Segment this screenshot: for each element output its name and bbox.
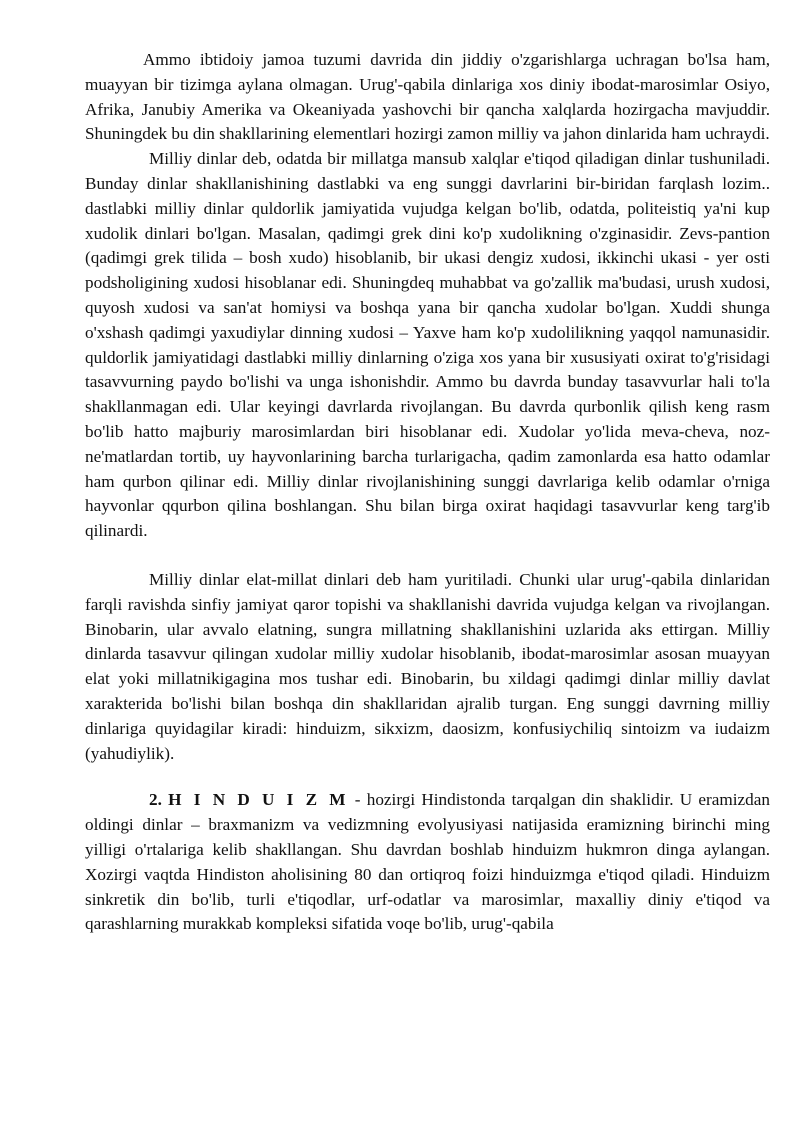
paragraph-1: Ammo ibtidoiy jamoa tuzumi davrida din jiddiy o'zgarishlarga uchragan bo'lsa ham, muayyan bir tizimga aylana olmagan. Urug'-qabila dinlariga xos diniy ibodat-marosimlar Osiyo, Afrika, Janubiy Amerika va Okeaniyada yashovchi bir qancha xalqlarda hozirgacha mavjuddir. Shuningdek bu din shakllarining elementlari hozirgi zamon milliy va jahon dinlarida ham uchraydi. bbox=[85, 50, 770, 144]
paragraph-4 bbox=[85, 788, 770, 937]
paragraph-3: Milliy dinlar elat-millat dinlari deb ham yuritiladi. Chunki ular urug'-qabila dinlaridan farqli ravishda sinfiy jamiyat qaror topishi va shakllanishi davrida vujudga kelgan va rivojlangan. Binobarin, ular avvalo elatning, sungra millatning shakllanishini uzlarida aks ettirgan. Milliy dinlarda tasavvur qilingan xudolar milliy xudolar hisoblanib, ibodat-marosimlar asosan muayyan elat yoki millatnikigagina mos tushar edi. Binobarin, bu xildagi qadimgi dinlar milliy davlat xarakterida bo'lishi bilan boshqa din shakllaridan ajralib turgan. Eng sunggi davrning milliy dinlariga quyidagilar kiradi: hinduizm, sikxizm, daosizm, konfusiychiliq sintoizm va iudaizm (yahudiylik). bbox=[85, 569, 770, 763]
section-number: 2. bbox=[149, 790, 162, 810]
paragraph-4-text: - hozirgi Hindistonda tarqalgan din shaklidir. U eramizdan oldingi dinlar – braxmanizm va vedizmning evolyusiyasi natijasida eramizning birinchi ming yilligi o'rtalariga kelib shakllangan. Shu davrdan boshlab hinduizm hukmron dinga aylangan. Xozirgi vaqtda Hindiston aholisining 80 dan ortiqroq foizi hinduizmga e'tiqod qiladi. Hinduizm sinkretik din bo'lib, turli e'tiqodlar, urf-odatlar va marosimlar, maxalliy diniy e'tiqod va qarashlarning murakkab kompleksi sifatida voqe bo'lib, urug'-qabila bbox=[85, 790, 770, 934]
section-heading: H I N D U I Z M bbox=[168, 790, 349, 810]
paragraph-2: Milliy dinlar deb, odatda bir millatga mansub xalqlar e'tiqod qiladigan dinlar tushuniladi. Bunday dinlar shakllanishining dastlabki va eng sunggi davrlarini bir-biridan farqlash lozim.. dastlabki milliy dinlar quldorlik jamiyatida vujudga kelgan bo'lib, odatda, politeistiq ya'ni kup xudolik dinlari bo'lgan. Masalan, qadimgi grek dini ko'p xudolikning o'zginasidir. Zevs-pantion (qadimgi grek tilida – bosh xudo) hisoblanib, bir ukasi dengiz xudosi, ikkinchi ukasi - yer osti podsholigining xudosi hisoblanar edi. Shuningdeq muhabbat va go'zallik ma'budasi, urush xudosi, quyosh xudosi va san'at homiysi va boshqa yana bir qancha xudolar bo'lgan. Xuddi shunga o'xshash qadimgi yaxudiylar dinning xudosi – Yaxve ham ko'p xudolilikning yaqqol namunasidir. quldorlik jamiyatidagi dastlabki milliy dinlarning o'ziga xos yana bir xususiyati oxirat to'g'risidagi tasavvurning paydo bo'lishi va unga ishonishdir. Ammo bu davrda bunday tasavvurlar hali to'la shakllanmagan edi. Ular keyingi davrlarda rivojlangan. Bu davrda qurbonlik qilish keng rasm bo'lib hatto majburiy marosimlardan biri hisoblanar edi. Xudolar yo'lida meva-cheva, noz-ne'matlardan tortib, uy hayvonlarining barcha turlarigacha, qadim zamonlarda esa hatto odamlar ham qurbon qilinar edi. Milliy dinlar rivojlanishining sunggi davrlariga kelib odamlar o'rniga hayvonlar qqurbon qilina boshlangan. Shu bilan birga oxirat haqidagi tasavvurlar keng targ'ib qilinardi. bbox=[85, 149, 770, 541]
document-page bbox=[85, 48, 770, 937]
